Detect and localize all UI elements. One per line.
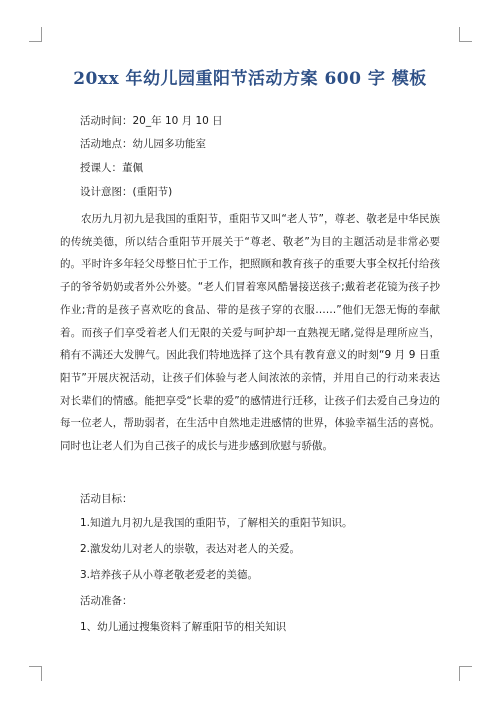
goals-heading: 活动目标： <box>80 493 133 505</box>
goal-item-1: 1.知道九月初九是我国的重阳节，了解相关的重阳节知识。 <box>80 517 353 529</box>
crop-mark-bottom-right <box>459 666 472 681</box>
activity-teacher: 授课人：董佩 <box>80 162 143 174</box>
goal-item-3: 3.培养孩子从小尊老敬老爱老的美德。 <box>80 569 259 581</box>
activity-place: 活动地点：幼儿园多功能室 <box>80 138 206 150</box>
intro-paragraph: 农历九月初九是我国的重阳节，重阳节又叫“老人节”，尊老、敬老是中华民族的传统美德，所以结合重阳节开展关于“尊老、敬老”为目的主题活动是非常必要的。平时许多年轻父母整日忙于工作，把照顾和教育孩子的重要大事全权托付给孩子的爷爷奶奶或者外公外婆。“老人们冒着寒风酷暑接送孩子;戴着老花镜为孩子抄作业;背的是孩子喜欢吃的食品、带的是孩子穿的衣服……”他们无怨无悔的奉献着。而孩子们享受着老人们无限的关爱与呵护却一直熟视无睹,觉得是理所应当，稍有不满还大发脾气。因此我们特地选择了这个具有教育意义的时刻“9 月 9 日重阳节”开展庆祝活动，让孩子们体验与老人间浓浓的亲情，并用自己的行动来表达对长辈们的情感。能把享受“长辈的爱”的感情进行迁移，让孩子们去爱自己身边的每一位老人，帮助弱者，在生活中自然地走进感情的世界，体验幸福生活的喜悦。同时也让老人们为自己孩子的成长与进步感到欣慰与骄傲。 <box>60 213 440 453</box>
prep-heading: 活动准备： <box>80 595 133 607</box>
design-intent: 设计意图：(重阳节) <box>80 186 173 198</box>
crop-mark-bottom-left <box>29 666 42 681</box>
goal-item-2: 2.激发幼儿对老人的崇敬，表达对老人的关爱。 <box>80 543 301 555</box>
activity-time: 活动时间：20_年 10 月 10 日 <box>80 115 223 127</box>
crop-mark-top-right <box>459 27 472 42</box>
crop-mark-top-left <box>29 27 42 42</box>
document-title: 20xx 年幼儿园重阳节活动方案 600 字 模板 <box>73 69 427 89</box>
prep-item-1: 1、幼儿通过搜集资料了解重阳节的相关知识 <box>80 621 287 633</box>
